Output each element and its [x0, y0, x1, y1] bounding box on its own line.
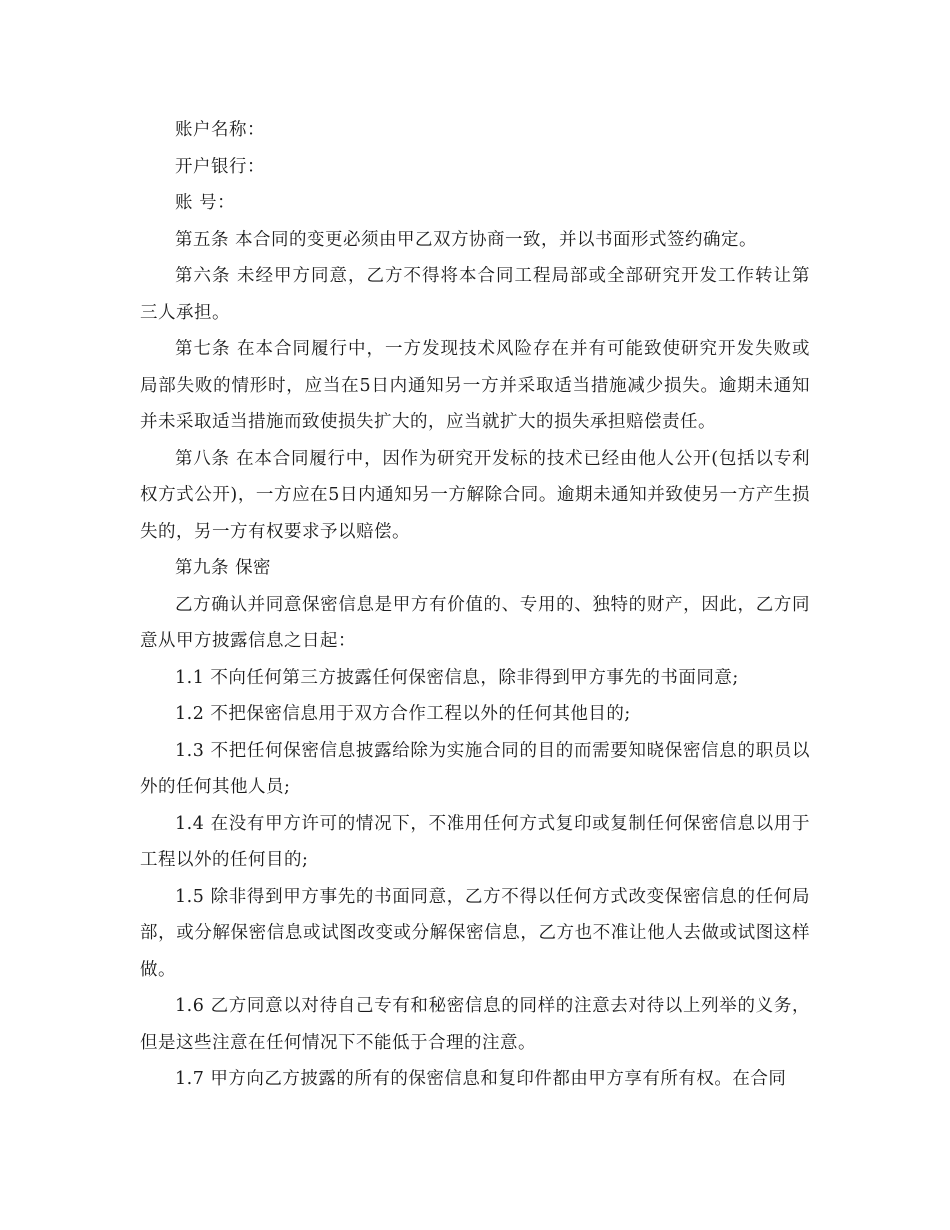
clause-1-1: 1.1 不向任何第三方披露任何保密信息，除非得到甲方事先的书面同意; — [175, 667, 739, 688]
article-6: 第六条 未经甲方同意，乙方不得将本合同工程局部或全部研究开发工作转让第三人承担。 — [140, 266, 810, 323]
clause-1-2: 1.2 不把保密信息用于双方合作工程以外的任何其他目的; — [175, 704, 631, 724]
article-8: 第八条 在本合同履行中，因作为研究开发标的技术已经由他人公开(包括以专利权方式公开)，一方应在5日内通知另一方解除合同。逾期未通知并致使另一方产生损失的，另一方有权要求予以赔偿。 — [140, 448, 810, 542]
clause-1-3: 1.3 不把任何保密信息披露给除为实施合同的目的而需要知晓保密信息的职员以外的任何其他人员; — [140, 740, 810, 797]
clause-1-4: 1.4 在没有甲方许可的情况下，不准用任何方式复印或复制任何保密信息以用于工程以外的任何目的; — [140, 813, 810, 870]
article-5: 第五条 本合同的变更必须由甲乙双方协商一致，并以书面形式签约确定。 — [175, 229, 758, 250]
bank-line: 开户银行： — [175, 156, 265, 177]
account-number-line: 账 号： — [175, 193, 236, 213]
article-9-intro: 乙方确认并同意保密信息是甲方有价值的、专用的、独特的财产，因此，乙方同意从甲方披露信息之日起： — [140, 594, 810, 651]
account-name-line: 账户名称： — [175, 120, 265, 140]
clause-1-5: 1.5 除非得到甲方事先的书面同意，乙方不得以任何方式改变保密信息的任何局部，或分解保密信息或试图改变或分解保密信息，乙方也不准让他人去做或试图这样做。 — [140, 886, 810, 980]
article-7: 第七条 在本合同履行中，一方发现技术风险存在并有可能致使研究开发失败或局部失败的情形时，应当在5日内通知另一方并采取适当措施减少损失。逾期未通知并未采取适当措施而致使损失扩大的，应当就扩大的损失承担赔偿责任。 — [140, 339, 810, 432]
clause-1-6: 1.6 乙方同意以对待自己专有和秘密信息的同样的注意去对待以上列举的义务，但是这些注意在任何情况下不能低于合理的注意。 — [140, 996, 810, 1053]
article-9-heading: 第九条 保密 — [175, 558, 272, 578]
document-page — [140, 112, 810, 1098]
clause-1-7: 1.7 甲方向乙方披露的所有的保密信息和复印件都由甲方享有所有权。在合同 — [175, 1069, 787, 1089]
